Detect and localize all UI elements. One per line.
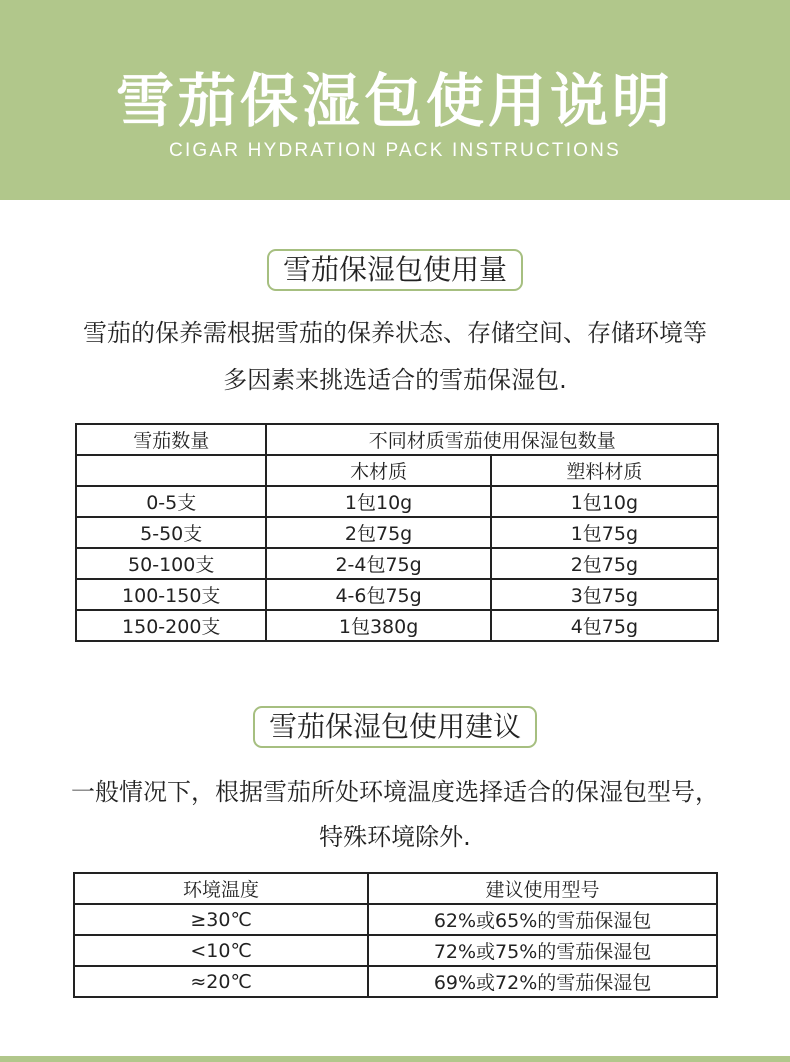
advice-paragraph-line1: 一般情况下，根据雪茄所处环境温度选择适合的保湿包型号， xyxy=(71,778,719,806)
usage-amount-table xyxy=(75,423,719,642)
usage-paragraph-line1: 雪茄的保养需根据雪茄的保养状态、存储空间、存储环境等 xyxy=(83,319,707,347)
table-row xyxy=(76,579,718,610)
table-row xyxy=(76,548,718,579)
table-row xyxy=(74,873,717,904)
table-cell-plastic: 1包10g xyxy=(491,486,718,517)
footer-divider xyxy=(0,1056,790,1062)
table-cell-plastic: 3包75g xyxy=(491,579,718,610)
table-cell-plastic: 4包75g xyxy=(491,610,718,641)
table-cell-model: 62%或65%的雪茄保湿包 xyxy=(368,904,717,935)
section-label-usage-advice: 雪茄保湿包使用建议 xyxy=(253,706,537,748)
table-cell-temp: <10℃ xyxy=(74,935,368,966)
table-row xyxy=(76,455,718,486)
table-cell-plastic: 1包75g xyxy=(491,517,718,548)
table-cell-count: 0-5支 xyxy=(76,486,266,517)
table-header-cell: 塑料材质 xyxy=(491,455,718,486)
table-cell-count: 150-200支 xyxy=(76,610,266,641)
table-row xyxy=(74,966,717,997)
table-row xyxy=(76,517,718,548)
table-cell-count: 100-150支 xyxy=(76,579,266,610)
table-row xyxy=(74,935,717,966)
table-cell-model: 69%或72%的雪茄保湿包 xyxy=(368,966,717,997)
table-cell-plastic: 2包75g xyxy=(491,548,718,579)
table-cell-count: 5-50支 xyxy=(76,517,266,548)
table-cell-wood: 2包75g xyxy=(266,517,490,548)
table-header-cell: 雪茄数量 xyxy=(76,424,266,455)
table-cell-count: 50-100支 xyxy=(76,548,266,579)
table-cell-wood: 4-6包75g xyxy=(266,579,490,610)
table-cell-temp: ≥30℃ xyxy=(74,904,368,935)
table-row xyxy=(76,610,718,641)
table-cell-wood: 1包380g xyxy=(266,610,490,641)
table-empty-cell xyxy=(76,455,266,486)
table-cell-wood: 2-4包75g xyxy=(266,548,490,579)
table-cell-temp: ≈20℃ xyxy=(74,966,368,997)
table-row xyxy=(74,904,717,935)
table-header-cell: 建议使用型号 xyxy=(368,873,717,904)
page-title: 雪茄保湿包使用说明 xyxy=(115,67,674,135)
table-header-cell: 环境温度 xyxy=(74,873,368,904)
advice-paragraph-line2: 特殊环境除外. xyxy=(319,823,471,851)
header-banner xyxy=(0,0,790,200)
section-label-usage-amount: 雪茄保湿包使用量 xyxy=(267,249,523,291)
table-cell-model: 72%或75%的雪茄保湿包 xyxy=(368,935,717,966)
usage-advice-table xyxy=(73,872,718,998)
table-cell-wood: 1包10g xyxy=(266,486,490,517)
table-header-cell: 不同材质雪茄使用保湿包数量 xyxy=(266,424,718,455)
table-header-cell: 木材质 xyxy=(266,455,490,486)
page-subtitle: CIGAR HYDRATION PACK INSTRUCTIONS xyxy=(169,140,621,161)
table-row xyxy=(76,424,718,455)
usage-paragraph-line2: 多因素来挑选适合的雪茄保湿包. xyxy=(223,366,567,394)
table-row xyxy=(76,486,718,517)
